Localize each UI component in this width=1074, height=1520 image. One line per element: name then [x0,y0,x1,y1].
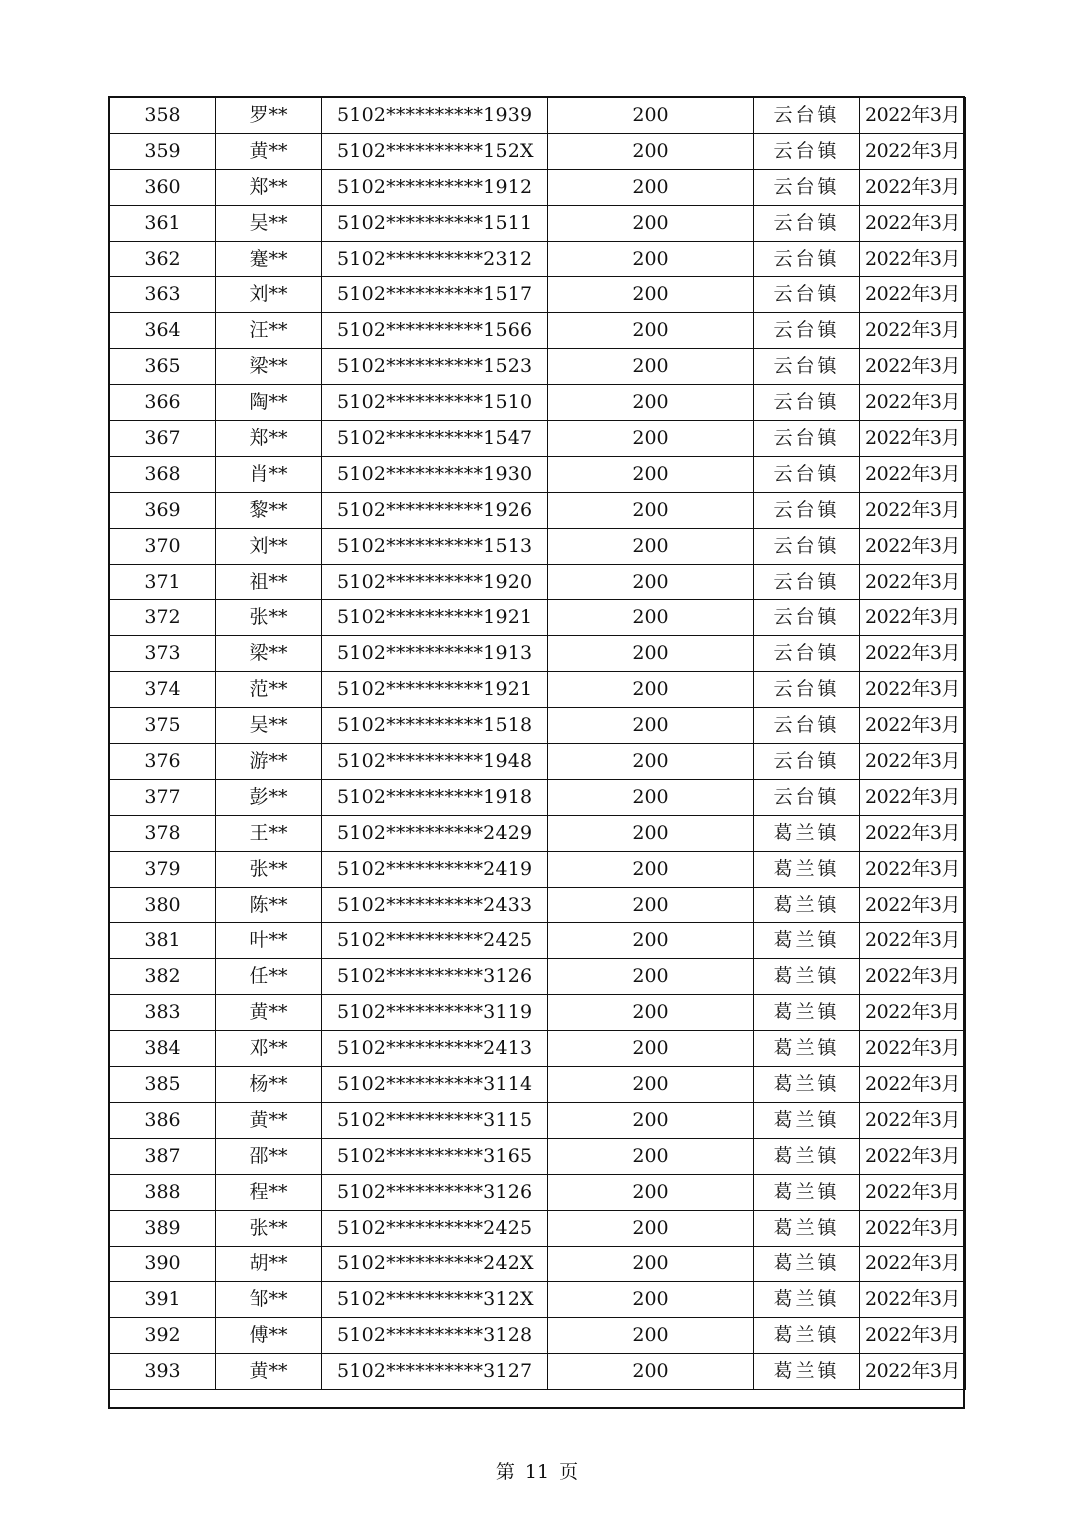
issue-month: 2022年3月 [860,492,966,528]
town-name: 葛兰镇 [754,815,860,851]
town-name: 葛兰镇 [754,1246,860,1282]
table-row [110,1354,966,1390]
subsidy-amount: 200 [548,636,754,672]
person-name: 胡** [216,1246,322,1282]
id-number: 5102**********152X [322,133,548,169]
issue-month: 2022年3月 [860,385,966,421]
id-number: 5102**********1518 [322,708,548,744]
id-number: 5102**********3127 [322,1354,548,1390]
id-number: 5102**********3126 [322,959,548,995]
id-number: 5102**********1939 [322,98,548,134]
person-name: 黄** [216,133,322,169]
row-number: 390 [110,1246,216,1282]
town-name: 葛兰镇 [754,923,860,959]
id-number: 5102**********2429 [322,815,548,851]
subsidy-amount: 200 [548,1174,754,1210]
table-row [110,421,966,457]
town-name: 云台镇 [754,98,860,134]
row-number: 358 [110,98,216,134]
town-name: 云台镇 [754,492,860,528]
issue-month: 2022年3月 [860,1031,966,1067]
subsidy-amount: 200 [548,1282,754,1318]
issue-month: 2022年3月 [860,1318,966,1354]
issue-month: 2022年3月 [860,1138,966,1174]
person-name: 郑** [216,169,322,205]
town-name: 葛兰镇 [754,1174,860,1210]
issue-month: 2022年3月 [860,169,966,205]
subsidy-amount: 200 [548,744,754,780]
table-row [110,1138,966,1174]
table-row [110,528,966,564]
id-number: 5102**********1913 [322,636,548,672]
table-row [110,98,966,134]
issue-month: 2022年3月 [860,1102,966,1138]
person-name: 叶** [216,923,322,959]
town-name: 葛兰镇 [754,1138,860,1174]
row-number: 385 [110,1067,216,1103]
issue-month: 2022年3月 [860,241,966,277]
town-name: 云台镇 [754,205,860,241]
town-name: 云台镇 [754,456,860,492]
person-name: 邓** [216,1031,322,1067]
row-number: 382 [110,959,216,995]
id-number: 5102**********312X [322,1282,548,1318]
table-row [110,672,966,708]
table-row [110,708,966,744]
town-name: 云台镇 [754,708,860,744]
issue-month: 2022年3月 [860,1174,966,1210]
subsidy-amount: 200 [548,169,754,205]
issue-month: 2022年3月 [860,528,966,564]
table-row [110,1174,966,1210]
subsidy-amount: 200 [548,708,754,744]
person-name: 汪** [216,313,322,349]
subsidy-amount: 200 [548,1354,754,1390]
id-number: 5102**********3126 [322,1174,548,1210]
subsidy-amount: 200 [548,887,754,923]
issue-month: 2022年3月 [860,851,966,887]
issue-month: 2022年3月 [860,779,966,815]
subsidy-amount: 200 [548,421,754,457]
town-name: 葛兰镇 [754,1210,860,1246]
issue-month: 2022年3月 [860,887,966,923]
row-number: 386 [110,1102,216,1138]
table-row [110,277,966,313]
id-number: 5102**********1517 [322,277,548,313]
subsidy-amount: 200 [548,133,754,169]
person-name: 刘** [216,528,322,564]
person-name: 傅** [216,1318,322,1354]
id-number: 5102**********3165 [322,1138,548,1174]
row-number: 391 [110,1282,216,1318]
row-number: 367 [110,421,216,457]
issue-month: 2022年3月 [860,923,966,959]
table-row [110,1102,966,1138]
table-row [110,456,966,492]
table-row [110,205,966,241]
subsidy-amount: 200 [548,1102,754,1138]
subsidy-amount: 200 [548,1318,754,1354]
person-name: 吴** [216,205,322,241]
subsidy-amount: 200 [548,672,754,708]
person-name: 黄** [216,995,322,1031]
town-name: 云台镇 [754,349,860,385]
issue-month: 2022年3月 [860,1210,966,1246]
issue-month: 2022年3月 [860,708,966,744]
row-number: 389 [110,1210,216,1246]
issue-month: 2022年3月 [860,1067,966,1103]
row-number: 373 [110,636,216,672]
issue-month: 2022年3月 [860,1282,966,1318]
row-number: 362 [110,241,216,277]
person-name: 张** [216,600,322,636]
table-row [110,779,966,815]
row-number: 393 [110,1354,216,1390]
town-name: 云台镇 [754,421,860,457]
table-row [110,492,966,528]
table-row [110,744,966,780]
row-number: 380 [110,887,216,923]
subsidy-amount: 200 [548,959,754,995]
person-name: 梁** [216,349,322,385]
row-number: 379 [110,851,216,887]
issue-month: 2022年3月 [860,1354,966,1390]
id-number: 5102**********2425 [322,923,548,959]
town-name: 云台镇 [754,313,860,349]
person-name: 邵** [216,1138,322,1174]
person-name: 黄** [216,1102,322,1138]
row-number: 366 [110,385,216,421]
person-name: 罗** [216,98,322,134]
issue-month: 2022年3月 [860,421,966,457]
subsidy-amount: 200 [548,313,754,349]
table-row [110,564,966,600]
row-number: 378 [110,815,216,851]
issue-month: 2022年3月 [860,456,966,492]
issue-month: 2022年3月 [860,636,966,672]
table-row [110,995,966,1031]
town-name: 葛兰镇 [754,851,860,887]
id-number: 5102**********1921 [322,600,548,636]
issue-month: 2022年3月 [860,133,966,169]
person-name: 蹇** [216,241,322,277]
id-number: 5102**********1510 [322,385,548,421]
issue-month: 2022年3月 [860,600,966,636]
subsidy-amount: 200 [548,277,754,313]
row-number: 381 [110,923,216,959]
person-name: 郑** [216,421,322,457]
table-row [110,241,966,277]
row-number: 387 [110,1138,216,1174]
table-row [110,636,966,672]
row-number: 375 [110,708,216,744]
subsidy-amount: 200 [548,1246,754,1282]
table-row [110,349,966,385]
subsidy-amount: 200 [548,923,754,959]
row-number: 361 [110,205,216,241]
town-name: 云台镇 [754,779,860,815]
person-name: 张** [216,1210,322,1246]
town-name: 葛兰镇 [754,1031,860,1067]
row-number: 370 [110,528,216,564]
id-number: 5102**********1912 [322,169,548,205]
issue-month: 2022年3月 [860,98,966,134]
issue-month: 2022年3月 [860,313,966,349]
town-name: 葛兰镇 [754,959,860,995]
id-number: 5102**********1511 [322,205,548,241]
town-name: 云台镇 [754,564,860,600]
issue-month: 2022年3月 [860,815,966,851]
id-number: 5102**********2413 [322,1031,548,1067]
subsidy-amount: 200 [548,205,754,241]
town-name: 云台镇 [754,744,860,780]
row-number: 374 [110,672,216,708]
person-name: 吴** [216,708,322,744]
subsidy-amount: 200 [548,1067,754,1103]
subsidy-amount: 200 [548,1210,754,1246]
row-number: 369 [110,492,216,528]
issue-month: 2022年3月 [860,277,966,313]
table-row [110,959,966,995]
issue-month: 2022年3月 [860,672,966,708]
subsidy-amount: 200 [548,528,754,564]
id-number: 5102**********1948 [322,744,548,780]
row-number: 384 [110,1031,216,1067]
subsidy-amount: 200 [548,349,754,385]
row-number: 372 [110,600,216,636]
id-number: 5102**********1547 [322,421,548,457]
person-name: 范** [216,672,322,708]
table-row [110,169,966,205]
person-name: 肖** [216,456,322,492]
id-number: 5102**********2312 [322,241,548,277]
town-name: 云台镇 [754,241,860,277]
issue-month: 2022年3月 [860,959,966,995]
row-number: 359 [110,133,216,169]
table-body [110,98,966,1390]
person-name: 黎** [216,492,322,528]
person-name: 杨** [216,1067,322,1103]
row-number: 368 [110,456,216,492]
id-number: 5102**********1920 [322,564,548,600]
table-row [110,815,966,851]
town-name: 葛兰镇 [754,1102,860,1138]
town-name: 葛兰镇 [754,1282,860,1318]
id-number: 5102**********242X [322,1246,548,1282]
id-number: 5102**********1918 [322,779,548,815]
row-number: 388 [110,1174,216,1210]
table-row [110,887,966,923]
issue-month: 2022年3月 [860,564,966,600]
issue-month: 2022年3月 [860,995,966,1031]
row-number: 376 [110,744,216,780]
person-name: 黄** [216,1354,322,1390]
subsidy-amount: 200 [548,385,754,421]
person-name: 邹** [216,1282,322,1318]
id-number: 5102**********1523 [322,349,548,385]
subsidy-amount: 200 [548,851,754,887]
id-number: 5102**********3115 [322,1102,548,1138]
person-name: 游** [216,744,322,780]
town-name: 葛兰镇 [754,995,860,1031]
person-name: 张** [216,851,322,887]
town-name: 云台镇 [754,528,860,564]
id-number: 5102**********1513 [322,528,548,564]
table-row [110,133,966,169]
id-number: 5102**********3119 [322,995,548,1031]
table-row [110,1318,966,1354]
row-number: 363 [110,277,216,313]
id-number: 5102**********2425 [322,1210,548,1246]
town-name: 云台镇 [754,133,860,169]
row-number: 365 [110,349,216,385]
subsidy-amount: 200 [548,1138,754,1174]
issue-month: 2022年3月 [860,205,966,241]
subsidy-amount: 200 [548,564,754,600]
town-name: 云台镇 [754,277,860,313]
person-name: 程** [216,1174,322,1210]
table-row [110,1031,966,1067]
table-row [110,851,966,887]
subsidy-amount: 200 [548,815,754,851]
town-name: 葛兰镇 [754,1067,860,1103]
id-number: 5102**********1930 [322,456,548,492]
town-name: 云台镇 [754,169,860,205]
table-row [110,923,966,959]
person-name: 祖** [216,564,322,600]
id-number: 5102**********1921 [322,672,548,708]
row-number: 360 [110,169,216,205]
table-row [110,385,966,421]
id-number: 5102**********2433 [322,887,548,923]
page-number: 第 11 页 [495,1461,579,1483]
subsidy-amount: 200 [548,779,754,815]
subsidy-amount: 200 [548,1031,754,1067]
issue-month: 2022年3月 [860,1246,966,1282]
town-name: 云台镇 [754,385,860,421]
table-row [110,1246,966,1282]
id-number: 5102**********2419 [322,851,548,887]
id-number: 5102**********3114 [322,1067,548,1103]
town-name: 葛兰镇 [754,1318,860,1354]
id-number: 5102**********3128 [322,1318,548,1354]
town-name: 云台镇 [754,636,860,672]
table-row [110,1210,966,1246]
subsidy-amount: 200 [548,995,754,1031]
subsidy-amount: 200 [548,456,754,492]
subsidy-table [109,97,966,1390]
table-row [110,1282,966,1318]
person-name: 陈** [216,887,322,923]
subsidy-amount: 200 [548,492,754,528]
row-number: 364 [110,313,216,349]
person-name: 梁** [216,636,322,672]
town-name: 葛兰镇 [754,887,860,923]
subsidy-amount: 200 [548,241,754,277]
id-number: 5102**********1926 [322,492,548,528]
row-number: 377 [110,779,216,815]
person-name: 陶** [216,385,322,421]
table-row [110,313,966,349]
person-name: 彭** [216,779,322,815]
town-name: 葛兰镇 [754,1354,860,1390]
subsidy-amount: 200 [548,600,754,636]
table-row [110,600,966,636]
row-number: 392 [110,1318,216,1354]
issue-month: 2022年3月 [860,744,966,780]
person-name: 王** [216,815,322,851]
subsidy-amount: 200 [548,98,754,134]
issue-month: 2022年3月 [860,349,966,385]
row-number: 383 [110,995,216,1031]
row-number: 371 [110,564,216,600]
person-name: 刘** [216,277,322,313]
town-name: 云台镇 [754,672,860,708]
table-row [110,1067,966,1103]
id-number: 5102**********1566 [322,313,548,349]
person-name: 任** [216,959,322,995]
town-name: 云台镇 [754,600,860,636]
